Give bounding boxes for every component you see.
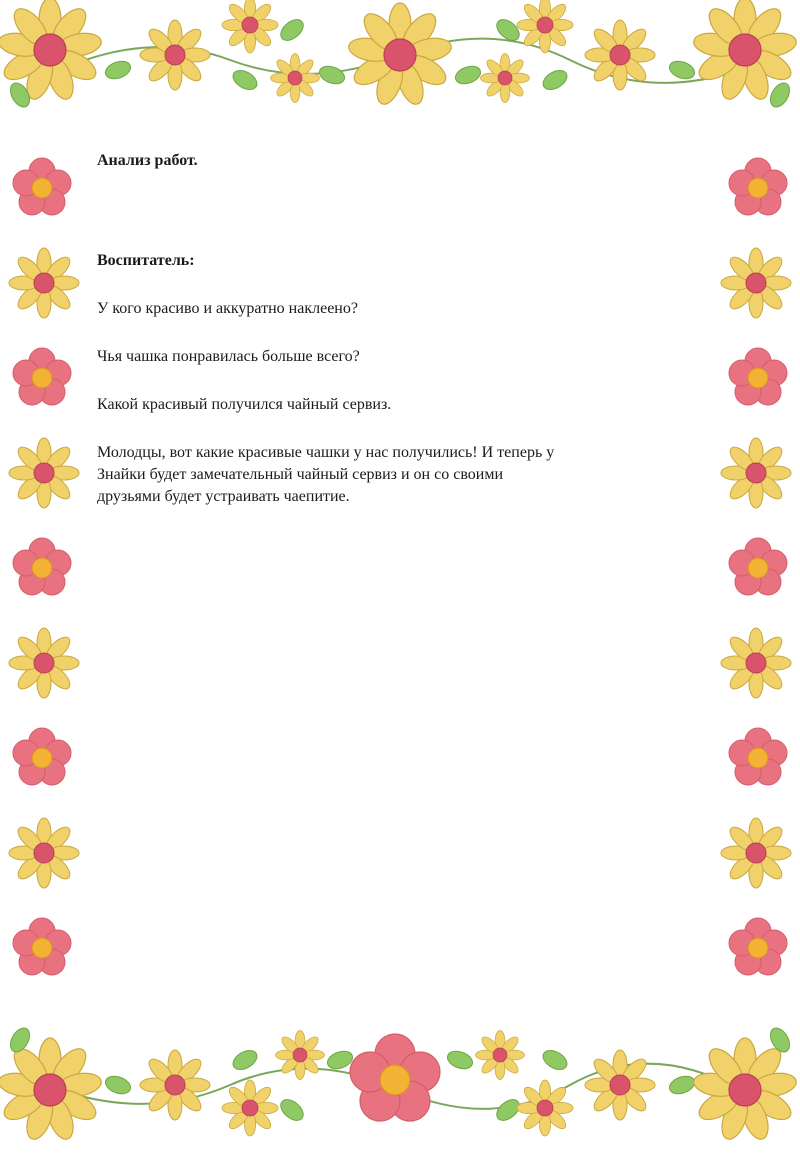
closing-line-3: друзьями будет устраивать чаепитие.: [97, 488, 350, 505]
speaker-label: Воспитатель:: [97, 252, 195, 269]
document-body: [97, 150, 697, 508]
left-flower-column: [9, 158, 79, 975]
question-2: Чья чашка понравилась больше всего?: [97, 348, 360, 365]
bottom-garland: [0, 1025, 798, 1143]
section-title: Анализ работ.: [97, 152, 198, 169]
closing-line-2: Знайки будет замечательный чайный сервиз и он со своими: [97, 466, 504, 483]
right-flower-column: [721, 158, 791, 975]
top-garland: [0, 0, 798, 110]
question-3: Какой красивый получился чайный сервиз.: [97, 396, 392, 413]
closing-paragraph: [97, 442, 697, 508]
closing-line-1: Молодцы, вот какие красивые чашки у нас получились! И теперь у: [97, 444, 555, 461]
question-1: У кого красиво и аккуратно наклеено?: [97, 300, 358, 317]
